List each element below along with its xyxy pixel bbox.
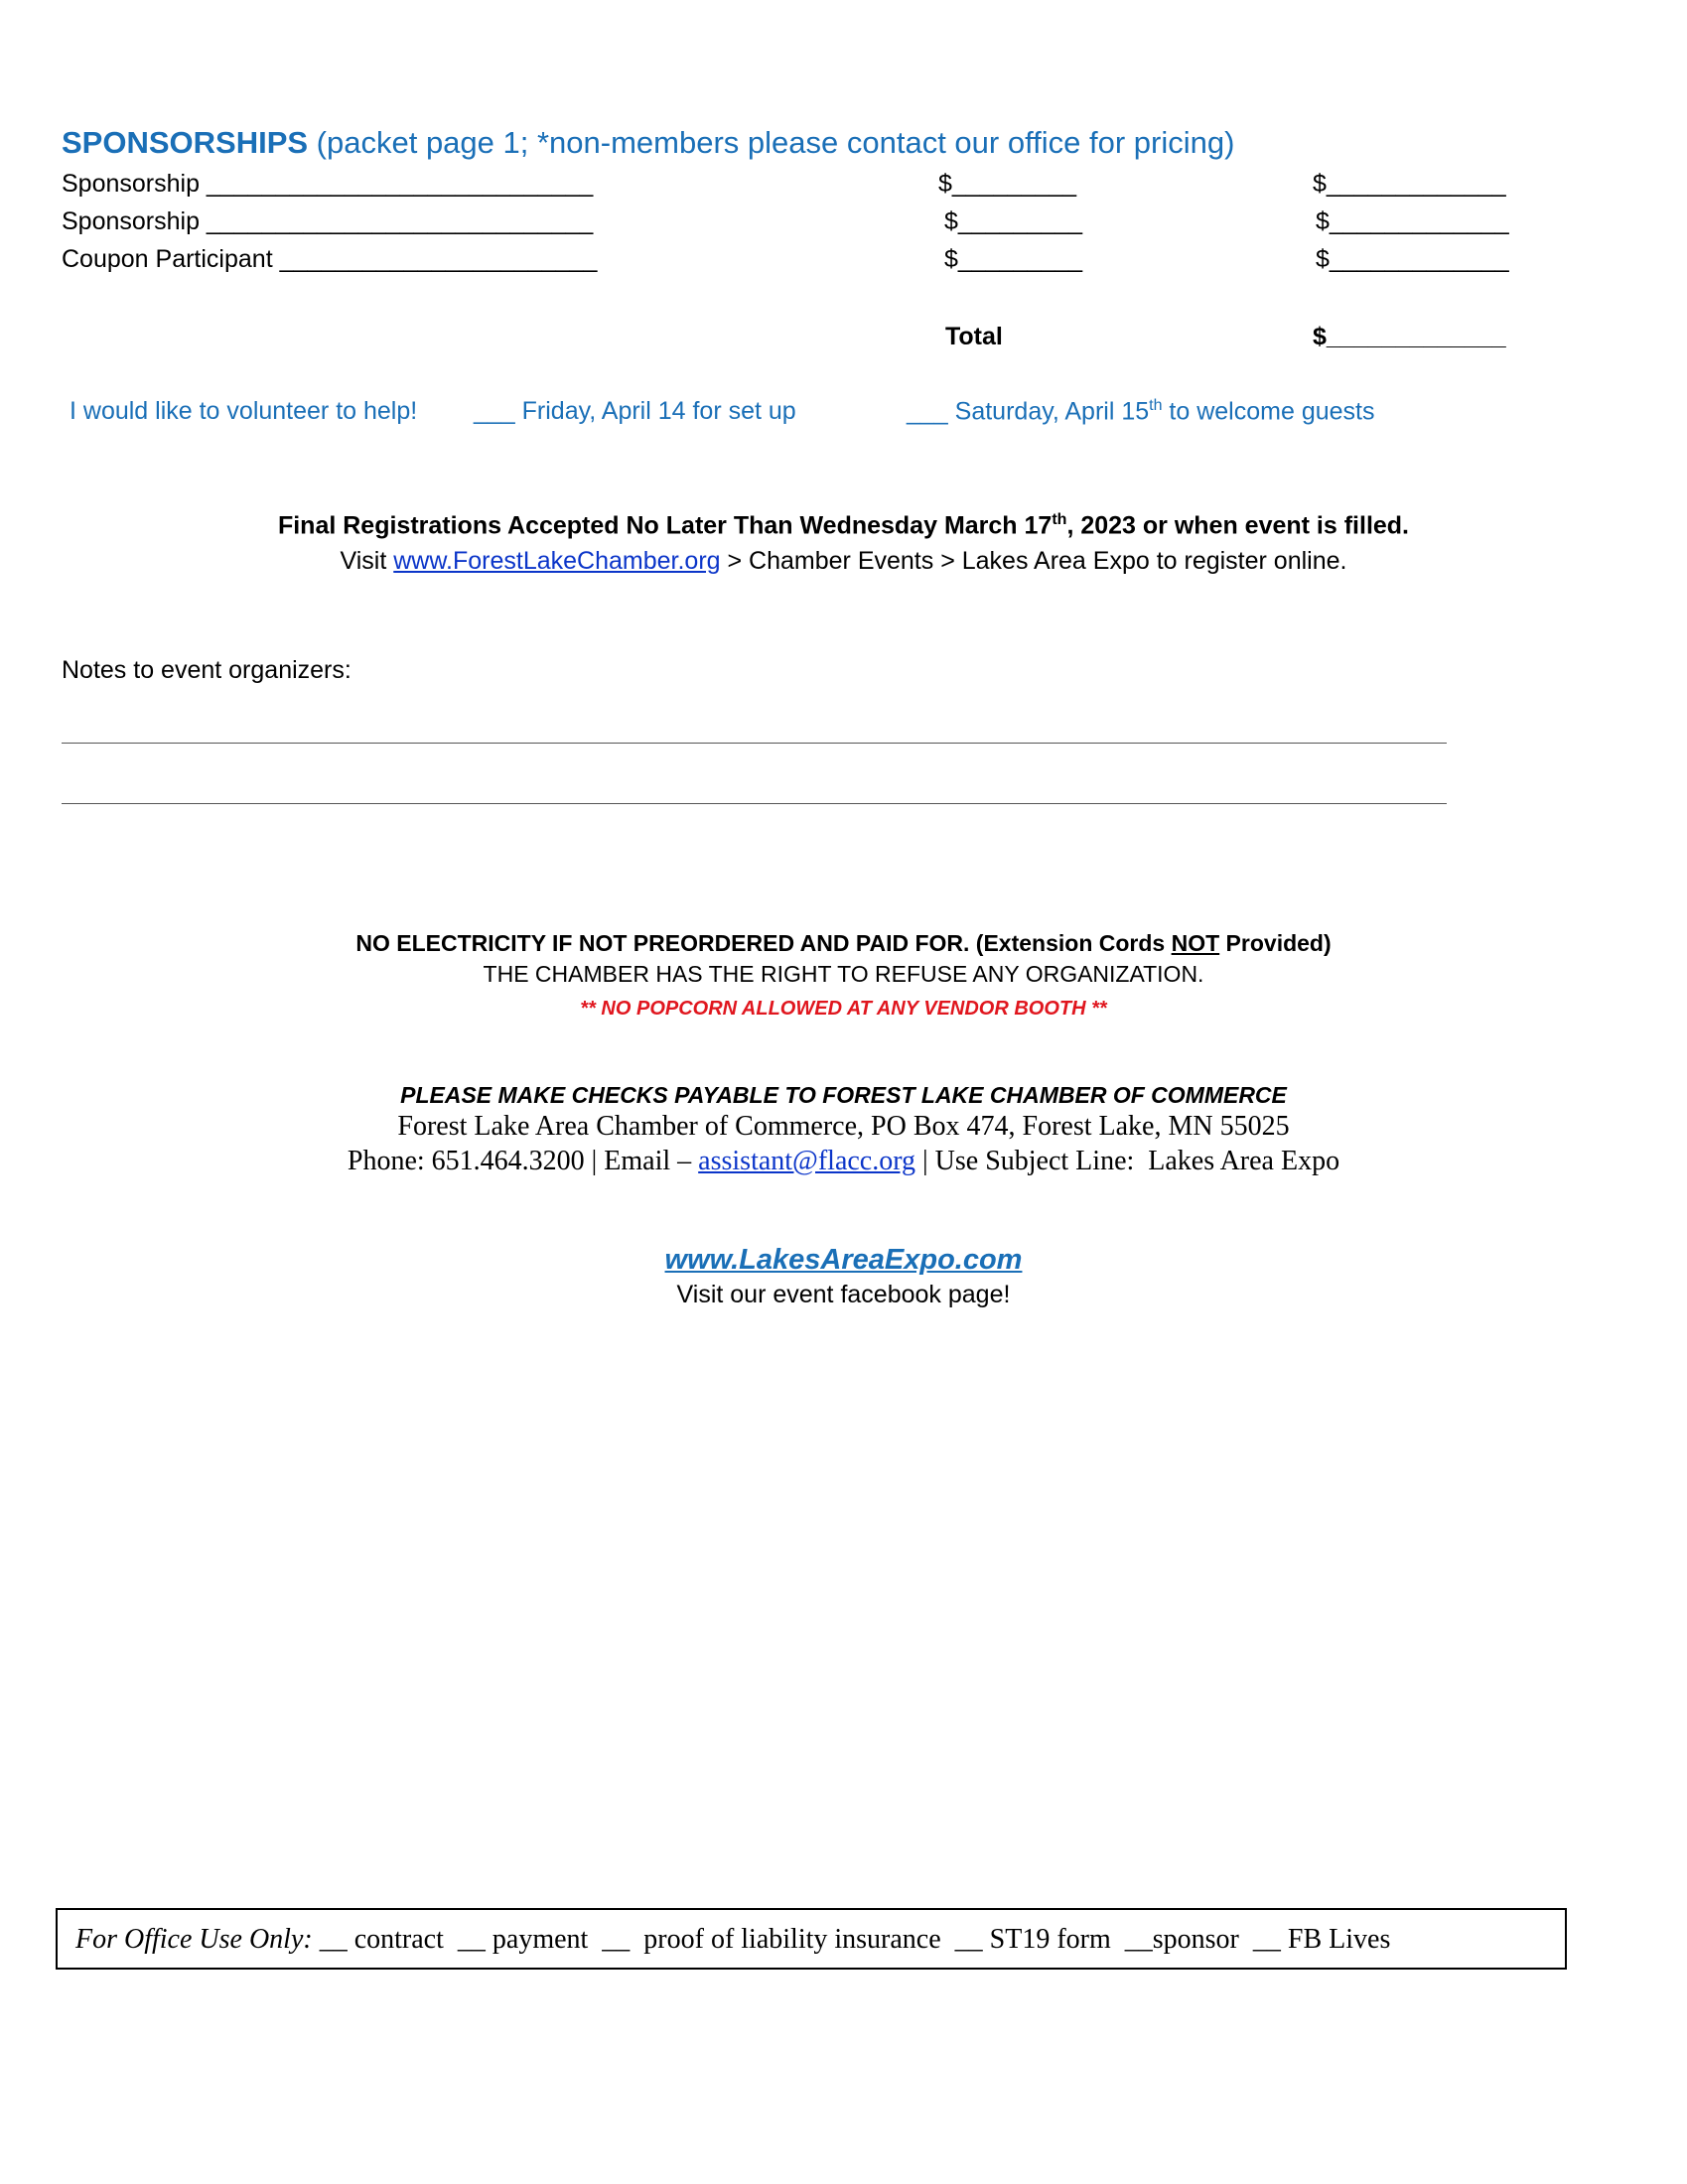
sponsorship-row-1-total[interactable]: $_____________	[1313, 170, 1506, 198]
notes-line-2[interactable]	[62, 803, 1447, 804]
total-value[interactable]: $_____________	[1313, 323, 1506, 350]
volunteer-intro: I would like to volunteer to help!	[70, 397, 418, 425]
final-text: Final Registrations Accepted No Later Than Wednesday March 17	[277, 511, 1053, 540]
email-link[interactable]: assistant@flacc.org	[698, 1146, 916, 1176]
electricity-notice	[0, 930, 1687, 957]
notes-line-1[interactable]	[62, 743, 1447, 744]
final-registration-notice	[0, 511, 1687, 540]
final-sup: th	[1052, 511, 1067, 528]
visit-pre: Visit	[340, 547, 394, 575]
expo-website-link[interactable]: www.LakesAreaExpo.com	[664, 1244, 1023, 1276]
notes-label: Notes to event organizers:	[62, 656, 351, 684]
sponsorship-row-2-label[interactable]: Sponsorship ____________________________	[62, 207, 594, 235]
office-use-text	[75, 1924, 1390, 1956]
elec-pre: NO ELECTRICITY IF NOT PREORDERED AND PAID FOR. (Extension Cords	[355, 930, 1172, 956]
sponsorship-row-1-amount[interactable]: $_________	[938, 170, 1077, 198]
sponsorship-row-2-amount[interactable]: $_________	[944, 207, 1083, 235]
chamber-website-link[interactable]: www.ForestLakeChamber.org	[393, 547, 721, 575]
register-online-line	[0, 547, 1687, 576]
volunteer-option-friday[interactable]: ___ Friday, April 14 for set up	[474, 397, 796, 425]
expo-website	[0, 1244, 1687, 1277]
facebook-note: Visit our event facebook page!	[676, 1281, 1011, 1308]
popcorn-notice: ** NO POPCORN ALLOWED AT ANY VENDOR BOOTH **	[580, 998, 1107, 1020]
coupon-participant-amount[interactable]: $_________	[944, 245, 1083, 273]
coupon-participant-total[interactable]: $_____________	[1316, 245, 1509, 273]
sponsorships-note: (packet page 1; *non-members please contact our office for pricing)	[308, 125, 1235, 160]
elec-not: NOT	[1171, 930, 1220, 956]
phone-text: Phone: 651.464.3200 | Email –	[347, 1146, 699, 1176]
sponsorship-row-1-label[interactable]: Sponsorship ____________________________	[62, 170, 594, 198]
coupon-participant-label[interactable]: Coupon Participant _______________________	[62, 245, 598, 273]
elec-post: Provided)	[1219, 930, 1332, 956]
sponsorship-row-2-total[interactable]: $_____________	[1316, 207, 1509, 235]
sponsorships-heading	[62, 125, 1234, 161]
contact-line	[0, 1146, 1687, 1177]
total-label: Total	[945, 323, 1003, 350]
final-post: , 2023 or when event is filled.	[1066, 511, 1410, 540]
saturday-post: to welcome guests	[1162, 397, 1375, 426]
visit-post: > Chamber Events > Lakes Area Expo to register online.	[720, 547, 1347, 575]
chamber-address: Forest Lake Area Chamber of Commerce, PO Box 474, Forest Lake, MN 55025	[397, 1111, 1290, 1142]
saturday-text: ___ Saturday, April 15	[907, 397, 1150, 426]
subject-line-text: | Use Subject Line: Lakes Area Expo	[915, 1146, 1340, 1176]
checks-payable-notice: PLEASE MAKE CHECKS PAYABLE TO FOREST LAKE CHAMBER OF COMMERCE	[400, 1082, 1287, 1108]
sponsorships-title: SPONSORSHIPS	[62, 125, 309, 160]
refuse-notice: THE CHAMBER HAS THE RIGHT TO REFUSE ANY ORGANIZATION.	[483, 961, 1204, 987]
volunteer-option-saturday[interactable]	[907, 397, 1374, 426]
office-use-items: __ contract __ payment __ proof of liability insurance __ ST19 form __sponsor __ FB Lives	[312, 1924, 1391, 1955]
saturday-sup: th	[1149, 397, 1163, 414]
office-use-box	[56, 1908, 1567, 1970]
office-use-label: For Office Use Only:	[75, 1924, 313, 1955]
